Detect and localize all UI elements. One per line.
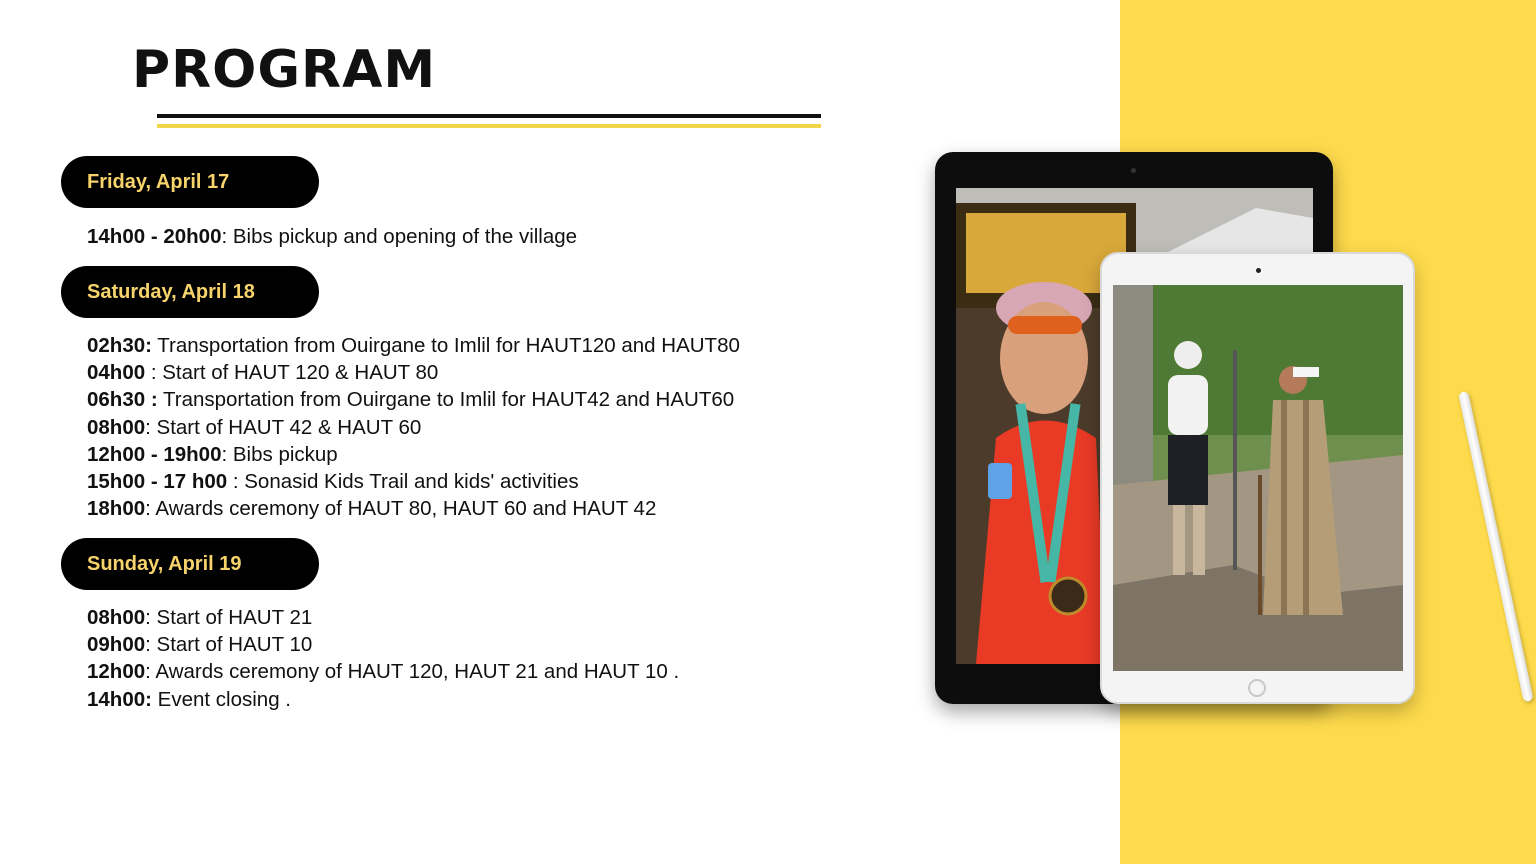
schedule-item (87, 631, 679, 658)
schedule-item (87, 386, 740, 413)
schedule-text: Event closing . (151, 687, 291, 711)
schedule-time: 09h00 (87, 633, 146, 657)
schedule-text: : Bibs pickup and opening of the village (221, 225, 578, 248)
schedule-time: 06h30 : (87, 388, 158, 412)
schedule-item (87, 441, 740, 468)
schedule-time: 08h00 (87, 415, 146, 439)
schedule-item (87, 359, 740, 386)
schedule-item (87, 223, 577, 250)
schedule-text: : Start of HAUT 21 (145, 606, 313, 629)
sunday-schedule (87, 604, 679, 713)
schedule-text: : Sonasid Kids Trail and kids' activities (227, 470, 579, 494)
camera-dot (1256, 268, 1261, 273)
schedule-item (87, 604, 679, 631)
schedule-text: Transportation from Ouirgane to Imlil for HAUT42 and HAUT60 (157, 388, 735, 412)
schedule-time: 14h00 - 20h00 (87, 225, 222, 248)
schedule-text: : Start of HAUT 42 & HAUT 60 (145, 415, 422, 439)
schedule-time: 02h30: (87, 334, 152, 357)
schedule-time: 18h00 (87, 497, 146, 521)
home-button-icon (1248, 679, 1266, 697)
schedule-item (87, 332, 740, 359)
friday-schedule (87, 223, 577, 250)
white-tablet-mockup (1100, 252, 1415, 704)
schedule-item (87, 686, 679, 713)
camera-dot (1131, 168, 1136, 173)
schedule-item (87, 658, 679, 685)
schedule-text: : Awards ceremony of HAUT 80, HAUT 60 and HAUT 42 (145, 497, 657, 521)
schedule-item (87, 468, 740, 495)
schedule-time: 12h00 - 19h00 (87, 442, 222, 466)
schedule-text: : Awards ceremony of HAUT 120, HAUT 21 and HAUT 10 . (145, 660, 680, 684)
schedule-time: 15h00 - 17 h00 (87, 470, 228, 494)
schedule-item (87, 414, 740, 441)
title-underline-black (157, 114, 821, 118)
day-pill-friday: Friday, April 17 (61, 156, 319, 208)
page-title: PROGRAM (132, 40, 437, 100)
schedule-time: 14h00: (87, 687, 152, 711)
schedule-text: Transportation from Ouirgane to Imlil for HAUT120 and HAUT80 (151, 334, 740, 357)
day-pill-sunday: Sunday, April 19 (61, 538, 319, 590)
schedule-text: : Bibs pickup (221, 442, 338, 466)
schedule-time: 04h00 (87, 361, 146, 385)
schedule-item (87, 495, 740, 522)
hikers-photo-illustration (1113, 285, 1403, 671)
hikers-photo (1113, 285, 1403, 671)
title-underline-yellow (157, 124, 821, 128)
schedule-time: 08h00 (87, 606, 146, 629)
saturday-schedule (87, 332, 740, 522)
schedule-text: : Start of HAUT 120 & HAUT 80 (145, 361, 439, 385)
schedule-time: 12h00 (87, 660, 146, 684)
schedule-text: : Start of HAUT 10 (145, 633, 313, 657)
day-pill-saturday: Saturday, April 18 (61, 266, 319, 318)
